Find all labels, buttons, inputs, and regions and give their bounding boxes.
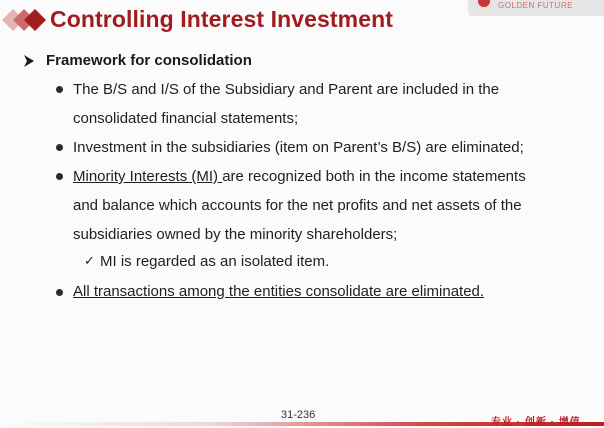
bullet-2-line-1: Investment in the subsidiaries (item on Parent’s B/S) are eliminated; [73, 139, 524, 156]
brand-seal-icon [476, 0, 492, 9]
minority-interests-term: Minority Interests (MI) [73, 168, 223, 185]
bullet-1-line-2: consolidated financial statements; [73, 110, 299, 127]
diamond-logo-icon [2, 7, 46, 33]
page-number: 31-236 [281, 409, 316, 421]
bullet-4-line-1: All transactions among the entities consolidate are eliminated. [73, 283, 485, 300]
bullet-dot-icon [56, 173, 63, 180]
bullet-dot-icon [56, 86, 63, 93]
sub-item: MI is regarded as an isolated item. [100, 253, 330, 270]
bullet-1-line-1: The B/S and I/S of the Subsidiary and Parent are included in the [73, 81, 500, 98]
section-heading-row [24, 52, 252, 69]
brand-text: GOLDEN FUTURE [498, 1, 573, 10]
section-heading: Framework for consolidation [46, 52, 252, 69]
bullet-3-line-2: and balance which accounts for the net profits and net assets of the [73, 197, 522, 214]
bullet-dot-icon [56, 144, 63, 151]
bullet-3-line-3: subsidiaries owned by the minority shareholders; [73, 226, 398, 243]
corner-brand-badge [468, 0, 604, 16]
bullet-3-line-1-rest: are recognized both in the income statements [222, 168, 526, 185]
arrow-bullet-icon [24, 55, 34, 67]
slide-title: Controlling Interest Investment [50, 6, 394, 32]
bullet-3-line-1 [73, 168, 526, 185]
checkmark-icon: ✓ [84, 253, 95, 268]
bullet-dot-icon [56, 289, 63, 296]
footer-slogan: 专业 · 创新 · 增值 [491, 417, 581, 428]
